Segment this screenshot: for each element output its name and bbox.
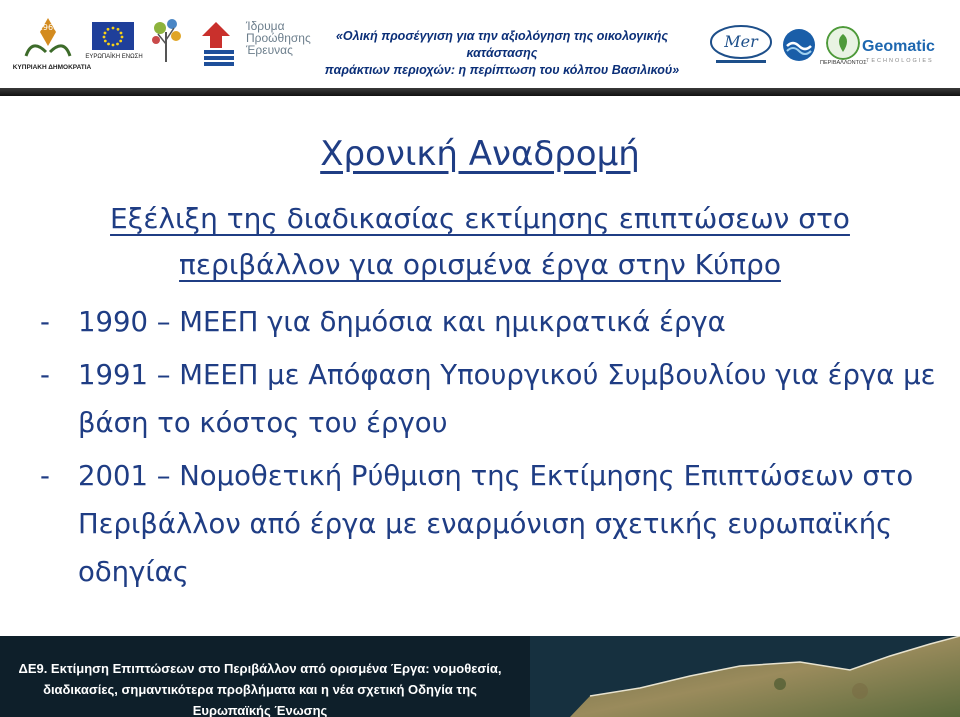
satellite-map-image bbox=[530, 636, 960, 717]
ipe-line2: Προώθησης bbox=[246, 31, 311, 45]
cyprus-emblem-icon bbox=[18, 12, 78, 64]
eu-flag-icon bbox=[92, 22, 134, 50]
svg-text:1960: 1960 bbox=[37, 23, 59, 32]
project-title-line2: παράκτιων περιοχών: η περίπτωση του κόλπου Βασιλικού» bbox=[324, 63, 680, 77]
header-divider bbox=[0, 88, 960, 96]
bullet-text: 1991 – ΜΕΕΠ με Απόφαση Υπουργικού Συμβουλίου για έργα με βάση το κόστος του έργου bbox=[78, 359, 936, 439]
tree-logo-icon bbox=[140, 14, 192, 64]
slide-subheading bbox=[40, 196, 920, 288]
slide-heading: Χρονική Αναδρομή bbox=[320, 134, 640, 174]
ipe-line3: Έρευνας bbox=[246, 43, 293, 57]
footer-line3: Ευρωπαϊκής Ένωσης bbox=[192, 703, 328, 717]
project-title-line1: «Ολική προσέγγιση για την αξιολόγηση της οικολογικής κατάστασης bbox=[335, 29, 669, 60]
timeline-list bbox=[40, 298, 940, 601]
mer-label: Mer bbox=[724, 32, 758, 51]
geomatic-sub-label: TECHNOLOGIES bbox=[866, 58, 934, 64]
bullet-dash: - bbox=[40, 306, 50, 338]
bullet-dash: - bbox=[40, 359, 50, 391]
footer-caption bbox=[0, 658, 520, 717]
subheading-line1: Εξέλιξη της διαδικασίας εκτίμησης επιπτώσεων στο bbox=[110, 202, 850, 235]
mer-logo-icon bbox=[706, 20, 776, 68]
bullet-text: 2001 – Νομοθετική Ρύθμιση της Εκτίμησης Επιπτώσεων στο Περιβάλλον από έργα με εναρμόνιση σχετικής ευρωπαϊκής οδηγίας bbox=[78, 460, 914, 588]
ipe-line1: Ίδρυμα bbox=[246, 19, 285, 33]
environment-label: ΠΕΡΙΒΑΛΛΟΝΤΟΣ bbox=[820, 60, 867, 66]
eu-label: ΕΥΡΩΠΑΪΚΗ ΕΝΩΣΗ bbox=[85, 54, 143, 60]
cyprus-label: ΚΥΠΡΙΑΚΗ ΔΗΜΟΚΡΑΤΙΑ bbox=[12, 64, 92, 71]
footer-line1: ΔΕ9. Εκτίμηση Επιπτώσεων στο Περιβάλλον από ορισμένα Έργα: νομοθεσία, bbox=[18, 661, 502, 676]
wave-logo-icon bbox=[782, 28, 816, 62]
bullet-dash: - bbox=[40, 460, 50, 492]
project-title bbox=[302, 28, 702, 79]
list-item bbox=[40, 351, 940, 447]
list-item bbox=[40, 298, 940, 346]
subheading-line2: περιβάλλον για ορισμένα έργα στην Κύπρο bbox=[179, 248, 781, 281]
bullet-text: 1990 – ΜΕΕΠ για δημόσια και ημικρατικά έργα bbox=[78, 306, 726, 338]
geomatic-label: Geomatic bbox=[862, 38, 935, 55]
list-item bbox=[40, 452, 940, 596]
environment-logo-icon bbox=[826, 26, 860, 60]
footer-bar bbox=[0, 636, 960, 717]
header-bar bbox=[0, 0, 960, 88]
footer-line2: διαδικασίες, σημαντικότερα προβλήματα και η νέα σχετική Οδηγία της bbox=[43, 682, 477, 697]
